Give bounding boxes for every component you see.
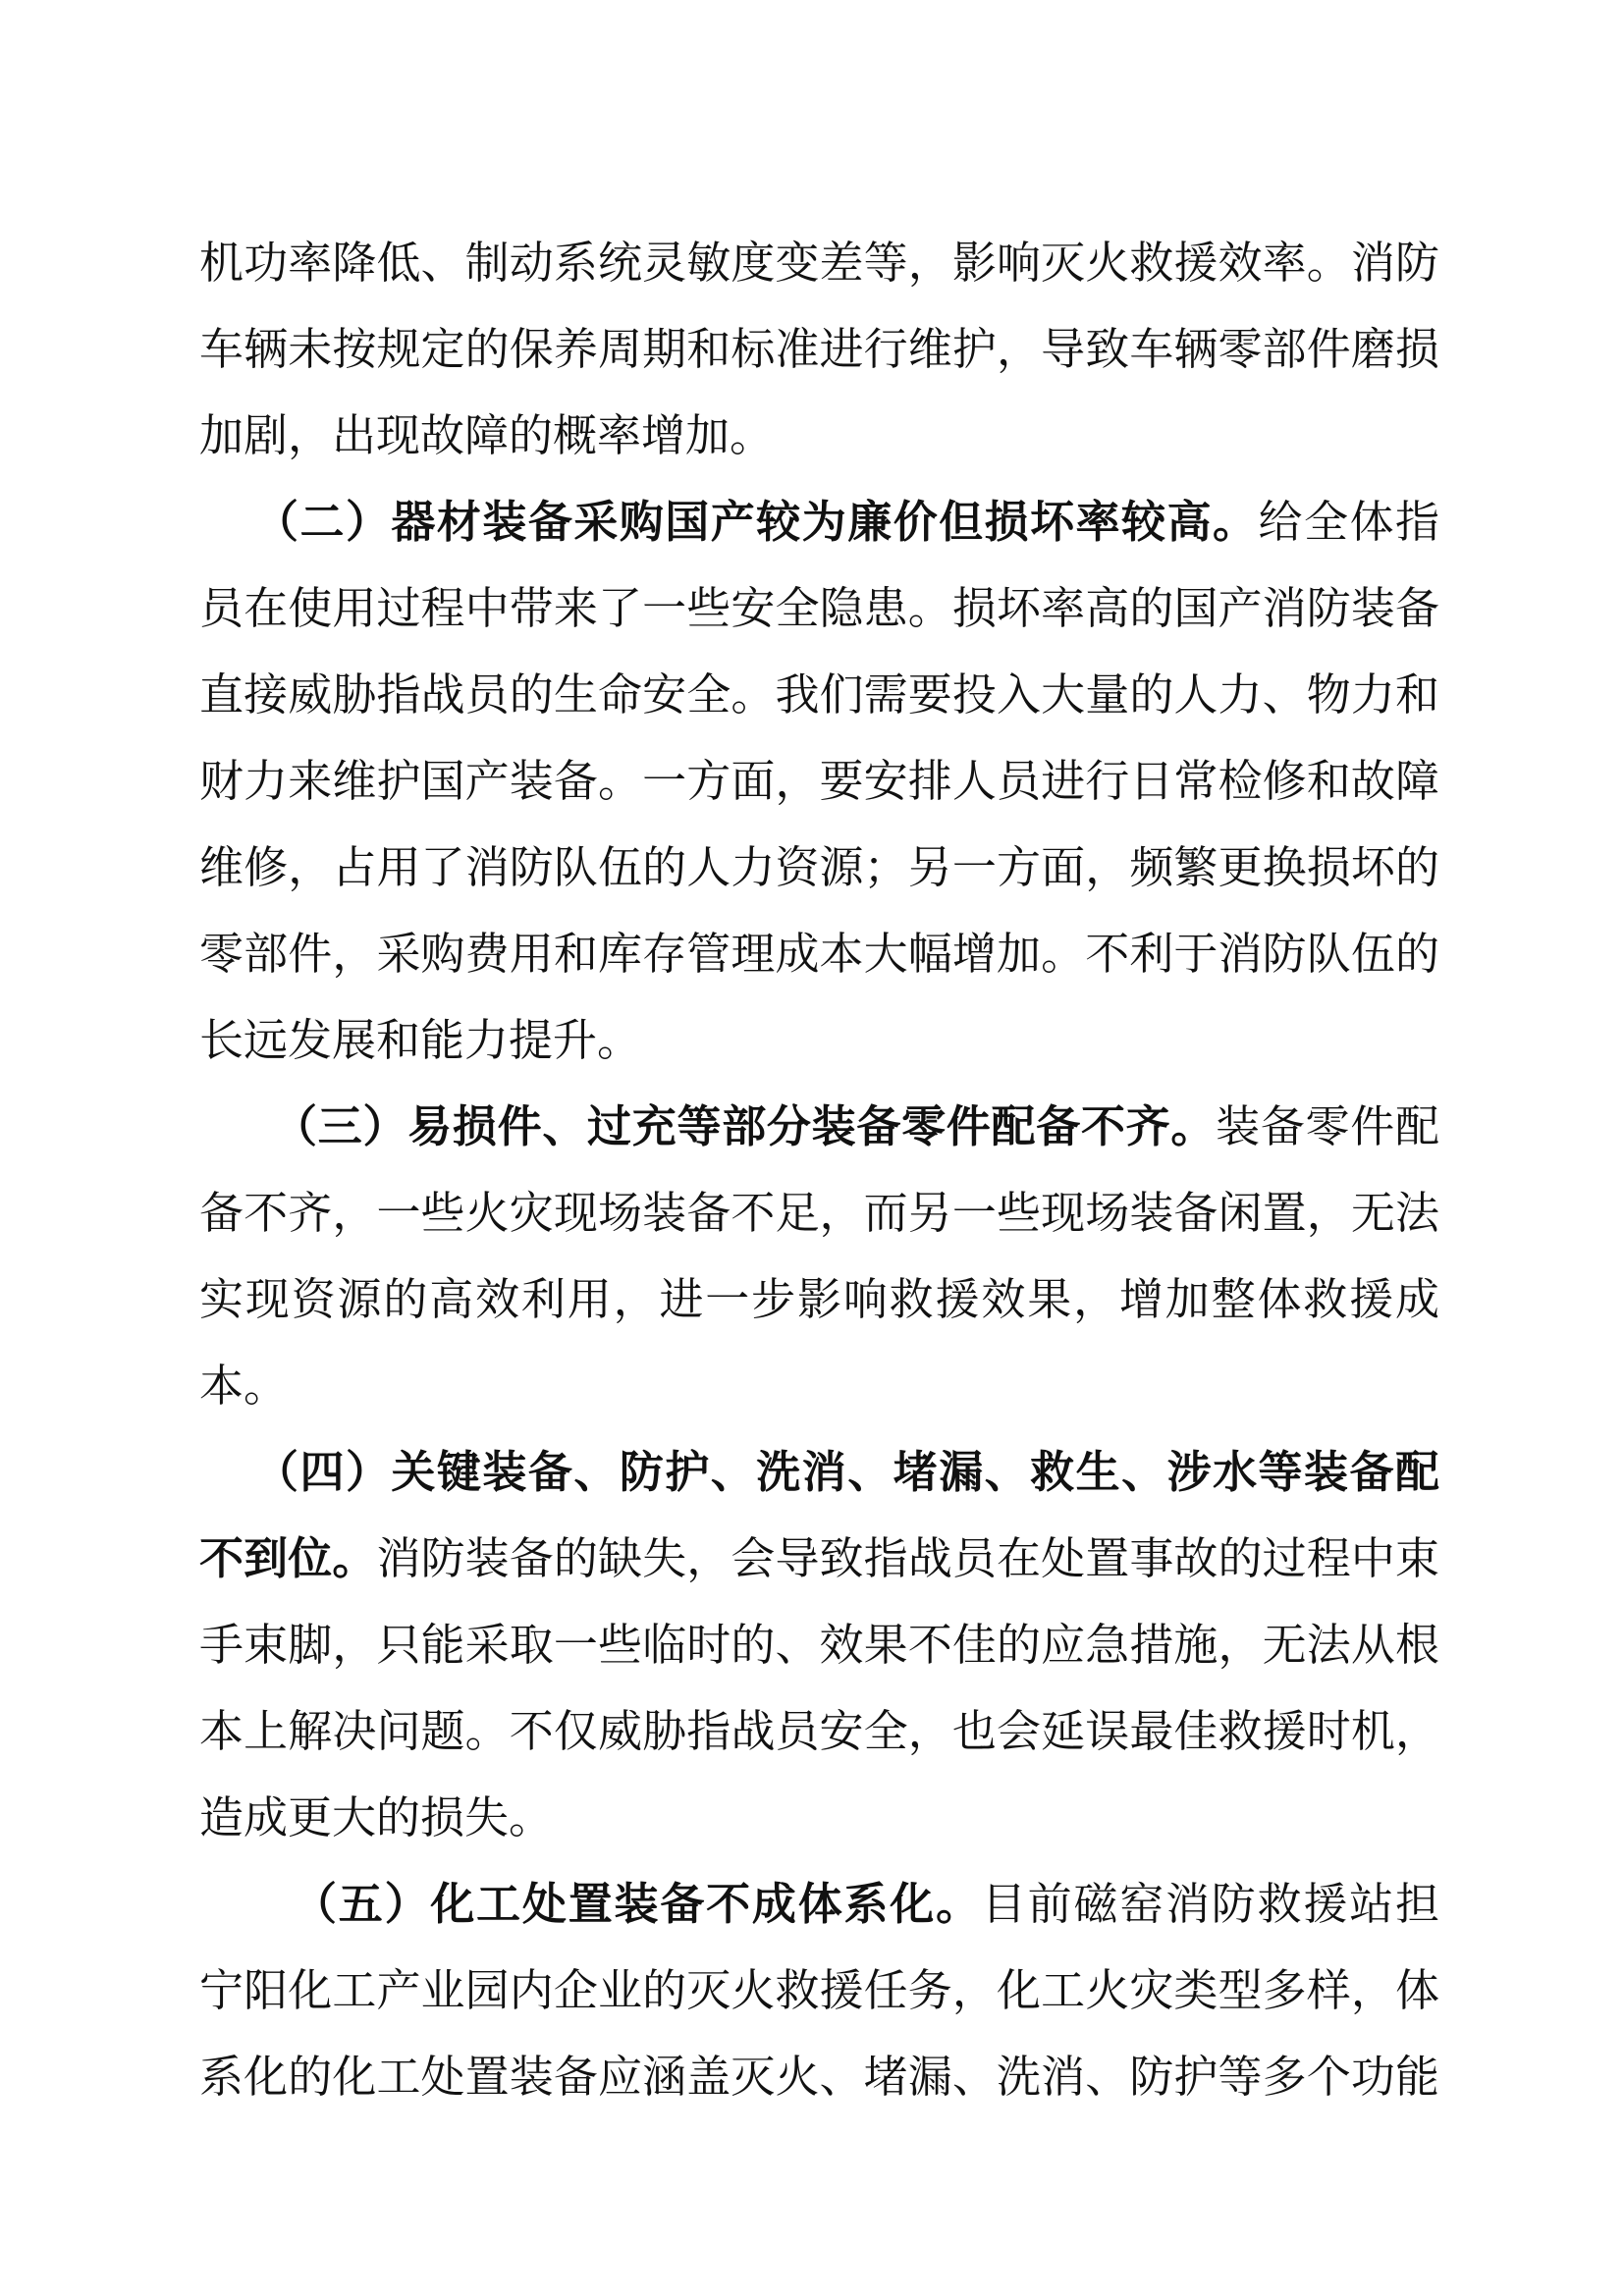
body-text: 实现资源的高效利用，进一步影响救援效果，增加整体救援成 xyxy=(199,1273,1439,1325)
paragraph-line xyxy=(199,1170,1439,1256)
paragraph-line xyxy=(199,1602,1439,1688)
section-heading-line xyxy=(199,1516,1439,1602)
body-text: 加剧，出现故障的概率增加。 xyxy=(199,409,775,461)
bold-heading-text: （三）易损件、过充等部分装备零件配备不齐。 xyxy=(273,1100,1217,1152)
paragraph-line xyxy=(199,2034,1439,2120)
body-text: 造成更大的损失。 xyxy=(199,1791,554,1843)
body-text: 给全体指 xyxy=(1258,496,1439,548)
paragraph-line xyxy=(199,652,1439,738)
bold-heading-text: （四）关键装备、防护、洗消、堵漏、救生、涉水等装备配 xyxy=(254,1446,1439,1498)
paragraph-line xyxy=(199,997,1439,1084)
body-text: 备不齐，一些火灾现场装备不足，而另一些现场装备闲置，无法 xyxy=(199,1187,1439,1239)
bold-heading-text: （五）化工处置装备不成体系化。 xyxy=(293,1878,982,1930)
body-text: 消防装备的缺失，会导致指战员在处置事故的过程中束 xyxy=(376,1532,1439,1584)
bold-heading-text: （二）器材装备采购国产较为廉价但损坏率较高。 xyxy=(254,496,1259,548)
body-text: 维修，占用了消防队伍的人力资源；另一方面，频繁更换损坏的 xyxy=(199,841,1439,893)
body-text: 系化的化工处置装备应涵盖灭火、堵漏、洗消、防护等多个功能 xyxy=(199,2051,1439,2103)
paragraph-line xyxy=(199,306,1439,393)
paragraph-line xyxy=(199,565,1439,652)
paragraph-line xyxy=(199,1948,1439,2034)
section-heading-line xyxy=(293,1861,1439,1948)
body-text: 车辆未按规定的保养周期和标准进行维护，导致车辆零部件磨损 xyxy=(199,323,1439,375)
section-heading-line xyxy=(254,1429,1439,1516)
paragraph-line xyxy=(199,738,1439,825)
body-text: 宁阳化工产业园内企业的灭火救援任务，化工火灾类型多样，体 xyxy=(199,1964,1439,2016)
body-text: 本。 xyxy=(199,1360,289,1412)
body-text: 零部件，采购费用和库存管理成本大幅增加。不利于消防队伍的 xyxy=(199,928,1439,980)
paragraph-line xyxy=(199,220,1439,306)
section-heading-line xyxy=(273,1084,1439,1170)
paragraph-line xyxy=(199,911,1439,997)
body-text: 装备零件配 xyxy=(1216,1100,1439,1152)
paragraph-line xyxy=(199,1343,1439,1429)
body-text: 财力来维护国产装备。一方面，要安排人员进行日常检修和故障 xyxy=(199,755,1439,807)
paragraph-line xyxy=(199,825,1439,911)
body-text: 机功率降低、制动系统灵敏度变差等，影响灭火救援效率。消防 xyxy=(199,237,1439,289)
body-text: 直接威胁指战员的生命安全。我们需要投入大量的人力、物力和 xyxy=(199,668,1439,721)
body-text: 长远发展和能力提升。 xyxy=(199,1014,642,1066)
body-text: 员在使用过程中带来了一些安全隐患。损坏率高的国产消防装备 xyxy=(199,582,1439,634)
section-heading-line xyxy=(254,479,1439,565)
paragraph-line xyxy=(199,393,1439,479)
paragraph-line xyxy=(199,1775,1439,1861)
paragraph-line xyxy=(199,1256,1439,1343)
paragraph-line xyxy=(199,1688,1439,1775)
body-text: 本上解决问题。不仅威胁指战员安全，也会延误最佳救援时机， xyxy=(199,1705,1439,1757)
body-text: 目前磁窑消防救援站担 xyxy=(981,1878,1439,1930)
bold-heading-text: 不到位。 xyxy=(199,1532,377,1584)
body-text: 手束脚，只能采取一些临时的、效果不佳的应急措施，无法从根 xyxy=(199,1619,1439,1671)
